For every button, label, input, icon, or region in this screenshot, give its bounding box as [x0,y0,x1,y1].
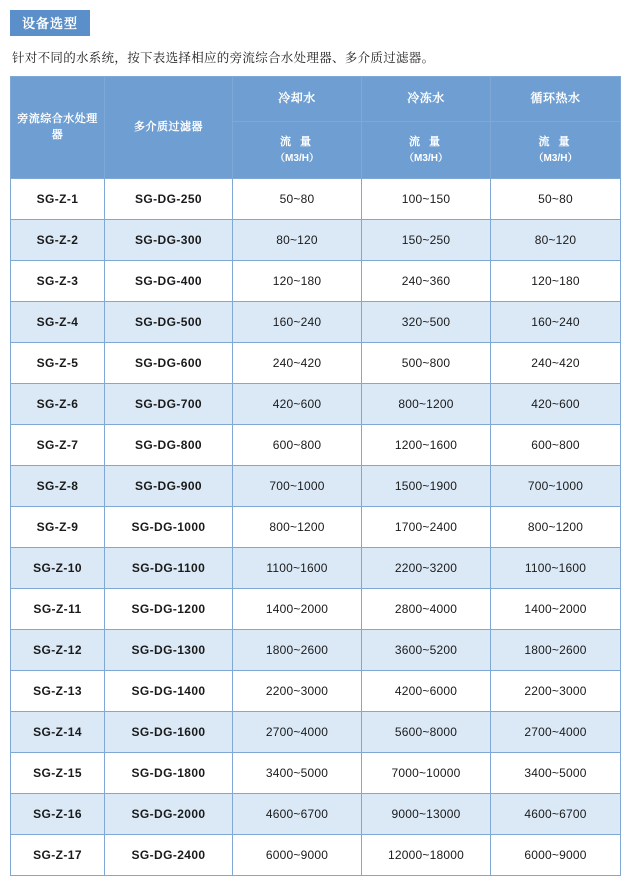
table-row [11,548,621,589]
cell-model: SG-Z-15 [11,753,105,794]
cell-chilled-flow: 4200~6000 [362,671,491,712]
cell-filter: SG-DG-700 [105,384,233,425]
cell-chilled-flow: 320~500 [362,302,491,343]
cell-chilled-flow: 100~150 [362,179,491,220]
cell-cooling-flow: 1400~2000 [233,589,362,630]
flow-unit: （M3/H） [275,152,319,164]
table-head [11,77,621,179]
cell-model: SG-Z-11 [11,589,105,630]
cell-model: SG-Z-4 [11,302,105,343]
table-row [11,343,621,384]
cell-chilled-flow: 1500~1900 [362,466,491,507]
cell-model: SG-Z-12 [11,630,105,671]
cell-hot-flow: 600~800 [491,425,621,466]
cell-cooling-flow: 420~600 [233,384,362,425]
table-row [11,425,621,466]
cell-filter: SG-DG-1600 [105,712,233,753]
cell-model: SG-Z-3 [11,261,105,302]
cell-filter: SG-DG-2400 [105,835,233,876]
cell-cooling-flow: 120~180 [233,261,362,302]
cell-hot-flow: 420~600 [491,384,621,425]
cell-filter: SG-DG-1200 [105,589,233,630]
table-row [11,261,621,302]
table-body [11,179,621,876]
cell-hot-flow: 2700~4000 [491,712,621,753]
flow-label: 流 量 [538,136,573,149]
cell-model: SG-Z-1 [11,179,105,220]
cell-hot-flow: 1100~1600 [491,548,621,589]
cell-filter: SG-DG-900 [105,466,233,507]
cell-chilled-flow: 5600~8000 [362,712,491,753]
cell-filter: SG-DG-400 [105,261,233,302]
cell-hot-flow: 120~180 [491,261,621,302]
header-row-top [11,77,621,122]
flow-unit: （M3/H） [533,152,578,164]
cell-filter: SG-DG-1300 [105,630,233,671]
table-row [11,302,621,343]
cell-filter: SG-DG-1100 [105,548,233,589]
cell-model: SG-Z-17 [11,835,105,876]
cell-chilled-flow: 500~800 [362,343,491,384]
flow-unit: （M3/H） [404,152,448,164]
subheader-flow-cooling [233,122,362,179]
cell-filter: SG-DG-1400 [105,671,233,712]
cell-cooling-flow: 1800~2600 [233,630,362,671]
cell-filter: SG-DG-800 [105,425,233,466]
cell-cooling-flow: 6000~9000 [233,835,362,876]
table-row [11,589,621,630]
cell-chilled-flow: 12000~18000 [362,835,491,876]
cell-filter: SG-DG-1000 [105,507,233,548]
table-row [11,671,621,712]
cell-chilled-flow: 2800~4000 [362,589,491,630]
section-title-badge: 设备选型 [10,10,90,36]
cell-model: SG-Z-5 [11,343,105,384]
cell-hot-flow: 3400~5000 [491,753,621,794]
cell-filter: SG-DG-1800 [105,753,233,794]
column-header-cooling-water: 冷却水 [233,77,362,122]
cell-model: SG-Z-2 [11,220,105,261]
cell-cooling-flow: 80~120 [233,220,362,261]
cell-filter: SG-DG-600 [105,343,233,384]
cell-hot-flow: 1800~2600 [491,630,621,671]
column-header-circulating-hot-water: 循环热水 [491,77,621,122]
table-row [11,507,621,548]
table-row [11,835,621,876]
cell-chilled-flow: 7000~10000 [362,753,491,794]
cell-cooling-flow: 2200~3000 [233,671,362,712]
column-header-chilled-water: 冷冻水 [362,77,491,122]
cell-hot-flow: 1400~2000 [491,589,621,630]
cell-cooling-flow: 3400~5000 [233,753,362,794]
cell-cooling-flow: 1100~1600 [233,548,362,589]
cell-chilled-flow: 800~1200 [362,384,491,425]
cell-filter: SG-DG-300 [105,220,233,261]
cell-cooling-flow: 4600~6700 [233,794,362,835]
flow-label: 流 量 [279,136,315,149]
cell-cooling-flow: 240~420 [233,343,362,384]
cell-model: SG-Z-9 [11,507,105,548]
cell-model: SG-Z-14 [11,712,105,753]
column-header-model: 旁流综合水处理器 [11,77,105,179]
cell-hot-flow: 4600~6700 [491,794,621,835]
cell-hot-flow: 240~420 [491,343,621,384]
subheader-flow-hot [491,122,621,179]
flow-label: 流 量 [408,136,444,149]
cell-hot-flow: 6000~9000 [491,835,621,876]
cell-cooling-flow: 600~800 [233,425,362,466]
cell-cooling-flow: 800~1200 [233,507,362,548]
table-row [11,794,621,835]
cell-model: SG-Z-8 [11,466,105,507]
cell-hot-flow: 160~240 [491,302,621,343]
cell-chilled-flow: 1200~1600 [362,425,491,466]
subheader-flow-chilled [362,122,491,179]
cell-hot-flow: 800~1200 [491,507,621,548]
table-row [11,630,621,671]
cell-hot-flow: 700~1000 [491,466,621,507]
cell-cooling-flow: 2700~4000 [233,712,362,753]
cell-hot-flow: 80~120 [491,220,621,261]
cell-model: SG-Z-6 [11,384,105,425]
table-row [11,753,621,794]
table-row [11,220,621,261]
cell-hot-flow: 2200~3000 [491,671,621,712]
equipment-selection-table [10,76,621,876]
cell-cooling-flow: 700~1000 [233,466,362,507]
intro-text: 针对不同的水系统，按下表选择相应的旁流综合水处理器、多介质过滤器。 [12,51,435,65]
cell-model: SG-Z-16 [11,794,105,835]
cell-filter: SG-DG-2000 [105,794,233,835]
cell-chilled-flow: 3600~5200 [362,630,491,671]
table-row [11,384,621,425]
cell-chilled-flow: 240~360 [362,261,491,302]
cell-cooling-flow: 160~240 [233,302,362,343]
table-row [11,712,621,753]
cell-chilled-flow: 9000~13000 [362,794,491,835]
cell-model: SG-Z-7 [11,425,105,466]
cell-model: SG-Z-10 [11,548,105,589]
cell-filter: SG-DG-250 [105,179,233,220]
column-header-filter: 多介质过滤器 [105,77,233,179]
cell-chilled-flow: 2200~3200 [362,548,491,589]
cell-model: SG-Z-13 [11,671,105,712]
cell-chilled-flow: 150~250 [362,220,491,261]
cell-hot-flow: 50~80 [491,179,621,220]
cell-chilled-flow: 1700~2400 [362,507,491,548]
cell-filter: SG-DG-500 [105,302,233,343]
table-row [11,466,621,507]
table-row [11,179,621,220]
cell-cooling-flow: 50~80 [233,179,362,220]
